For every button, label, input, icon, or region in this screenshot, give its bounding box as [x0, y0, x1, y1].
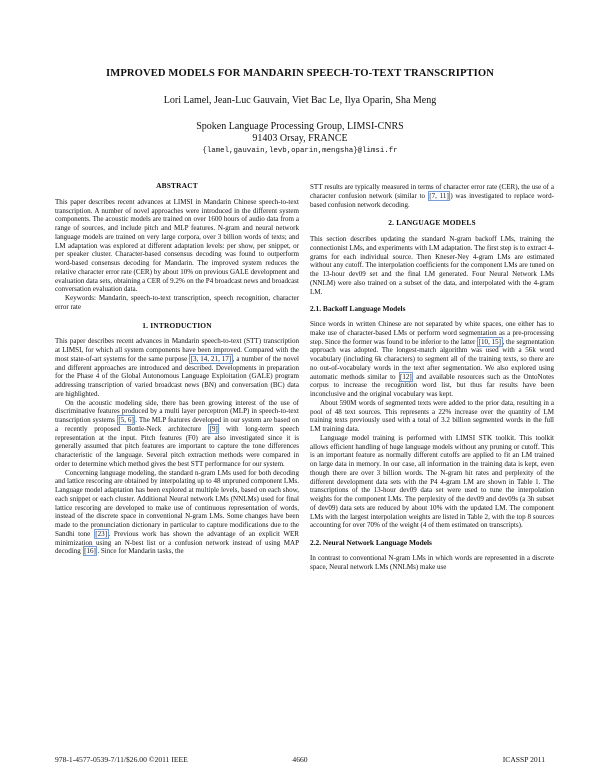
- citation-link[interactable]: [16]: [84, 547, 96, 556]
- intro-paragraph-3: Concerning language modeling, the standard n-gram LMs used for both decoding and lattice rescoring are obtained by interpolating up to 48 unpruned component LMs. Language model adaptation has been explored at multiple levels, based on each show, each snippet or each cluster. Additional Neural network LMs (NNLMs) used for final lattice rescoring are developed to make use of continuous representation of words, instead of the discrete space in conventional N-gram LMs. Some changes have been made to the pronunciation dictionary in particular to capture modifications due to the Sandhi tone [23] . Previous work has shown the advantage of an explicit WER minimization using an N-best list or a confusion network instead of using MAP decoding [16] . Since for Mandarin tasks, the: [55, 468, 299, 556]
- lm-paragraph: This section describes updating the standard N-gram backoff LMs, training the connectionist LMs, and experiments with LM adaptation. The first step is to extract 4-grams for each individual source. Then Kneser-Ney 4-gram LMs are estimated without any cutoff. The interpolation coefficients for the component LMs are tuned on the 13-hour dev09 set and the final LM generated. Four Neural Network LMs (NNLM) were also trained on a subset of the data, and interpolated with the 4-gram LM.: [310, 235, 554, 296]
- author-list: Lori Lamel, Jean-Luc Gauvain, Viet Bac Le, Ilya Oparin, Sha Meng: [163, 95, 437, 106]
- footer-isbn: 978-1-4577-0539-7/11/$26.00 ©2011 IEEE: [55, 755, 188, 764]
- nnlm-paragraph: In contrast to conventional N-gram LMs in which words are represented in a discrete space, Neural network LMs (NNLMs) make use: [310, 553, 554, 571]
- citation-link[interactable]: [10, 15]: [478, 337, 502, 346]
- right-column: [310, 183, 554, 571]
- intro-continuation: STT results are typically measured in terms of character error rate (CER), the use of a character confusion network (similar to [7, 11] ) was investigated to replace word-based confusion network decoding.: [310, 183, 555, 209]
- page-number: 4660: [292, 755, 308, 764]
- citation-link[interactable]: [5, 6]: [118, 416, 134, 424]
- affiliation-name: Spoken Language Processing Group, LIMSI-CNRS: [196, 121, 404, 132]
- author-emails: {lamel,gauvain,levb,oparin,mengsha}@limsi.fr: [202, 147, 398, 155]
- nnlm-heading: 2.2. Neural Network Language Models: [310, 538, 432, 547]
- paper-title: IMPROVED MODELS FOR MANDARIN SPEECH-TO-TEXT TRANSCRIPTION: [106, 68, 494, 79]
- backoff-paragraph-2: About 590M words of segmented texts were added to the prior data, resulting in a pool of 48 text sources. This represents a 22% increase over the quantity of LM training texts previously used with a total of 3.2 billion segmented words in the full LM training data.: [310, 398, 554, 433]
- lm-heading: 2. LANGUAGE MODELS: [388, 218, 476, 228]
- citation-link[interactable]: [12]: [400, 372, 412, 381]
- intro-paragraph-1: This paper describes recent advances in Mandarin speech-to-text (STT) transcription at LIMSI, for which all system components have been improved. Compared with the most state-of-art systems for the same purpose [3, 14, 21, 17] , a number of the novel and different approaches are introduced and described. Developments in preparation for the Phase 4 of the Global Autonomous Language Exploitation (GALE) program addressing transcription of varied broadcast news (BN) and conversation (BC) data are highlighted.: [55, 337, 299, 398]
- backoff-lm-heading: 2.1. Backoff Language Models: [310, 304, 406, 314]
- abstract-heading: ABSTRACT: [156, 181, 198, 190]
- affiliation-location: 91403 Orsay, FRANCE: [252, 133, 348, 144]
- citation-link[interactable]: [9]: [209, 424, 218, 433]
- footer-venue: ICASSP 2011: [502, 755, 545, 764]
- citation-link[interactable]: [3, 14, 21, 17]: [190, 354, 232, 363]
- keywords: Keywords: Mandarin, speech-to-text transcription, speech recognition, character error rate: [55, 294, 299, 311]
- citation-link[interactable]: [7, 11]: [429, 191, 449, 200]
- abstract-text: This paper describes recent advances at LIMSI in Mandarin Chinese speech-to-text transcription. A number of novel approaches were introduced in the different system components. The acoustic models are trained on over 1600 hours of audio data from a range of sources, and include pitch and MLP features. N-gram and neural network language models are trained on very large corpora, over 3 billion words of texts; and LM adaptation was explored at different adaptation levels: per show, per snippet, or per speaker cluster. Character-based consensus decoding was found to outperform word-based consensus decoding for Mandarin. The improved system reduces the relative character error rate (CER) by about 10% on previous GALE development and evaluation data sets, obtaining a CER of 9.2% on the P4 broadcast news and broadcast conversation evaluation data.: [55, 197, 299, 294]
- affiliation: [0, 121, 600, 145]
- backoff-paragraph-3: Language model training is performed with LIMSI STK toolkit. This toolkit allows efficient handling of huge language models without any pruning or cutoff. This is an important feature as normally different cutoffs are applied to fit an LM trained on large data in memory. In our case, all information in the training data is kept, even though there are over 3 billion words. The N-gram hit rates and perplexity of the different development data sets with the P4 4-gram LM are shown in Table 1. The transcriptions of the 13-hour dev09 data set were used to tune the interpolation weights for the component LMs. The perplexity of the dev09 and dev09s (a 3h subset of dev09) data sets are reduced by about 10% with the updated LM. The component LMs with the largest interpolation weights are listed in Table 2, with the top 8 sources accounting for over 70% of the weight (4 of them estimated on transcripts).: [310, 433, 554, 530]
- intro-heading: 1. INTRODUCTION: [142, 320, 212, 330]
- intro-paragraph-2: On the acoustic modeling side, there has been growing interest of the use of discriminative features produced by a multi layer perceptron (MLP) in speech-to-text transcription systems [5, 6] . The MLP features developed in our system are based on a recently proposed Bottle-Neck architecture [9] with long-term speech representation at the input. Pitch features (F0) are also investigated since it is generally assumed that pitch features are important to capture the tone differences characteristic of the language. Several pitch extraction methods were compared in order to determine which method gives the best STT performance for our system.: [55, 398, 299, 468]
- citation-link[interactable]: [23]: [95, 529, 108, 538]
- backoff-paragraph-1: Since words in written Chinese are not separated by white spaces, one either has to make use of character-based LMs or perform word segmentation as a pre-processing step. Since the former was found to be inferior to the latter [10, 15] , the segmentation approach was adopted. The longest-match algorithm was used with a 56k word vocabulary (including 6k characters) to segment all of the training texts, so there are no out-of-vocabulary words in the text after segmentation. We also explored using automatic methods similar to [12] and available resources such as the OntoNotes corpus to increase the recognition word list, but thus far results have been inconclusive and the original vocabulary was kept.: [310, 320, 555, 398]
- left-column: [55, 182, 299, 556]
